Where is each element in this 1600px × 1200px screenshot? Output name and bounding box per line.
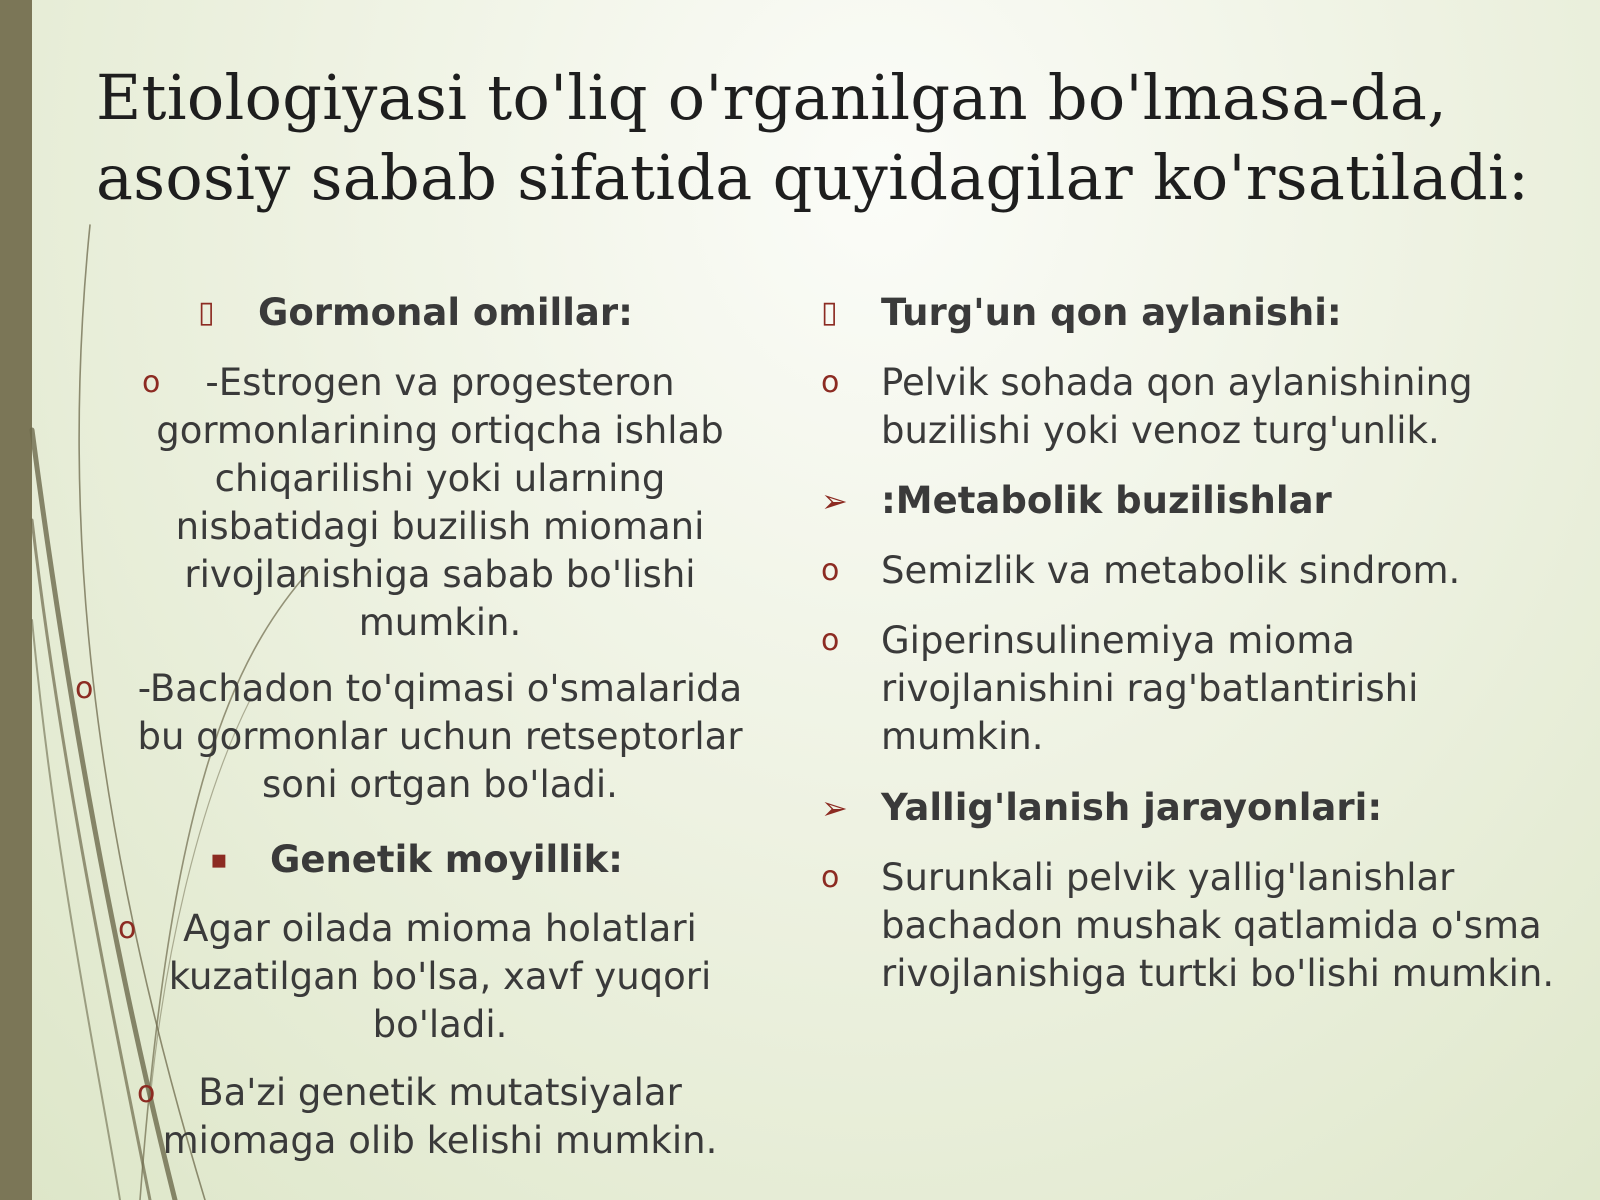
- right-item-chronic: [821, 854, 1581, 998]
- item-text: Surunkali pelvik yallig'lanishlar bachadon mushak qatlamida o'sma rivojlanishiga turtki bo'lishi mumkin.: [881, 856, 1555, 995]
- left-item-family: [118, 905, 730, 1049]
- heading-text: Yallig'lanish jarayonlari:: [881, 786, 1383, 829]
- right-heading-metabolic: [821, 477, 1541, 525]
- arrow-bullet-icon: ➢: [821, 482, 848, 520]
- left-accent-bar: [0, 0, 32, 1200]
- item-text: Giperinsulinemiya mioma rivojlanishini rag'batlantirishi mumkin.: [881, 619, 1419, 758]
- item-text: Ba'zi genetik mutatsiyalar miomaga olib kelishi mumkin.: [162, 1071, 718, 1162]
- left-heading-genetic: [210, 836, 690, 884]
- circle-bullet-icon: o: [137, 1075, 156, 1110]
- heading-text: Genetik moyillik:: [270, 838, 623, 881]
- circle-bullet-icon: o: [142, 365, 161, 400]
- item-text: Agar oilada mioma holatlari kuzatilgan bo'lsa, xavf yuqori bo'ladi.: [168, 907, 712, 1046]
- item-text: -Estrogen va progesteron gormonlarining ortiqcha ishlab chiqarilishi yoki ularning nisbatidagi buzilish miomani rivojlanishiga sabab bo'lishi mumkin.: [156, 361, 724, 644]
- left-item-receptors: [75, 665, 760, 809]
- box-bullet-icon: ▯: [198, 295, 215, 330]
- circle-bullet-icon: o: [821, 860, 840, 895]
- title-line-2: asosiy sabab sifatida quyidagilar ko'rsatiladi:: [96, 141, 1530, 214]
- title-line-1: Etiologiyasi to'liq o'rganilgan bo'lmasa-da,: [96, 61, 1448, 134]
- item-text: Pelvik sohada qon aylanishining buzilishi yoki venoz turg'unlik.: [881, 361, 1473, 452]
- square-bullet-icon: ▪: [210, 845, 228, 875]
- arrow-bullet-icon: ➢: [821, 789, 848, 827]
- circle-bullet-icon: o: [75, 671, 94, 706]
- heading-text: Turg'un qon aylanishi:: [881, 291, 1342, 334]
- item-text: -Bachadon to'qimasi o'smalarida bu gormonlar uchun retseptorlar soni ortgan bo'ladi.: [137, 667, 743, 806]
- left-item-mutations: [137, 1069, 730, 1165]
- circle-bullet-icon: o: [821, 553, 840, 588]
- right-item-hyperinsulinemia: [821, 617, 1541, 761]
- circle-bullet-icon: o: [821, 623, 840, 658]
- right-item-obesity: [821, 547, 1541, 595]
- right-heading-circulation: [821, 289, 1541, 337]
- heading-text: :Metabolik buzilishlar: [881, 479, 1332, 522]
- left-item-estrogen: [140, 359, 740, 647]
- slide-title: [96, 58, 1536, 218]
- circle-bullet-icon: o: [118, 911, 137, 946]
- left-heading-hormonal: [198, 289, 718, 337]
- item-text: Semizlik va metabolik sindrom.: [881, 549, 1461, 592]
- circle-bullet-icon: o: [821, 365, 840, 400]
- box-bullet-icon: ▯: [821, 295, 838, 330]
- heading-text: Gormonal omillar:: [258, 291, 633, 334]
- right-heading-inflammation: [821, 784, 1541, 832]
- right-item-pelvic: [821, 359, 1541, 455]
